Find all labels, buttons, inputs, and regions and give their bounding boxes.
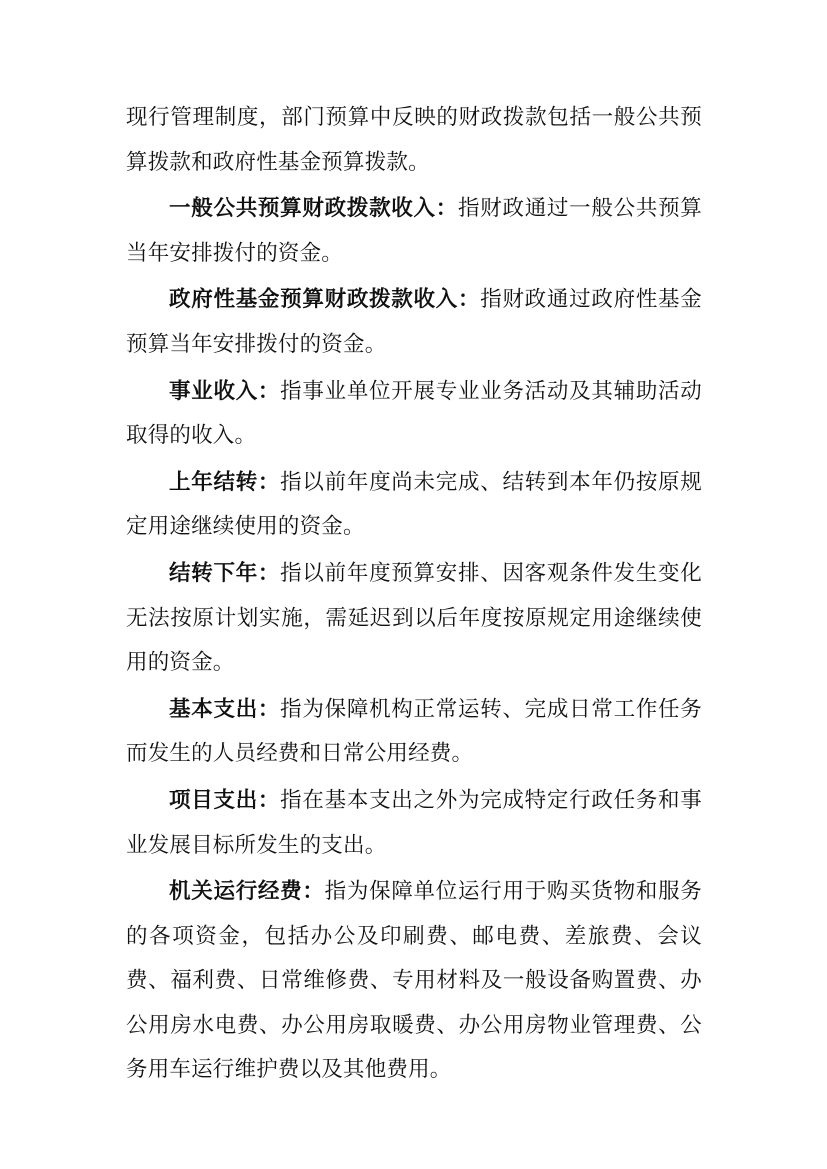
- definition-government-fund-budget: [126, 278, 702, 367]
- definition-project-expenditure: [126, 779, 702, 868]
- intro-paragraph: 现行管理制度，部门预算中反映的财政拨款包括一般公共预算拨款和政府性基金预算拨款。: [126, 105, 702, 175]
- definition-term: 事业收入：: [169, 378, 281, 404]
- definition-term: 上年结转：: [169, 469, 281, 495]
- definition-business-income: [126, 370, 702, 459]
- definition-term: 基本支出：: [169, 696, 281, 722]
- definition-general-public-budget: [126, 187, 702, 276]
- definition-term: 结转下年：: [169, 560, 281, 586]
- definition-text: 指财政通过政府性基金预算当年安排拨付的资金。: [126, 287, 702, 357]
- definition-text: 指为保障单位运行用于购买货物和服务的各项资金，包括办公及印刷费、邮电费、差旅费、会议费、福利费、日常维修费、专用材料及一般设备购置费、办公用房水电费、办公用房取暖费、办公用房物业管理费、公务用车运行维护费以及其他费用。: [126, 879, 703, 1083]
- definition-operating-funds: [126, 870, 702, 1093]
- definition-basic-expenditure: [126, 688, 702, 777]
- definition-text: 指在基本支出之外为完成特定行政任务和事业发展目标所发生的支出。: [126, 787, 702, 858]
- definition-text: 指事业单位开展专业业务活动及其辅助活动取得的收入。: [126, 378, 702, 449]
- definition-term: 一般公共预算财政拨款收入：: [169, 196, 458, 222]
- definition-text: 指以前年度尚未完成、结转到本年仍按原规定用途继续使用的资金。: [126, 469, 702, 540]
- document-page: [126, 96, 702, 1095]
- definition-text: 指以前年度预算安排、因客观条件发生变化无法按原计划实施，需延迟到以后年度按原规定用途继续使用的资金。: [126, 560, 702, 676]
- definition-term: 政府性基金预算财政拨款收入：: [169, 287, 481, 313]
- definition-term: 项目支出：: [169, 787, 281, 813]
- definition-text: 指财政通过一般公共预算当年安排拨付的资金。: [126, 196, 703, 266]
- definition-prior-year-carryover: [126, 461, 702, 550]
- definition-term: 机关运行经费：: [169, 879, 325, 905]
- definition-text: 指为保障机构正常运转、完成日常工作任务而发生的人员经费和日常公用经费。: [126, 696, 702, 767]
- definition-carryover-next-year: [126, 552, 702, 686]
